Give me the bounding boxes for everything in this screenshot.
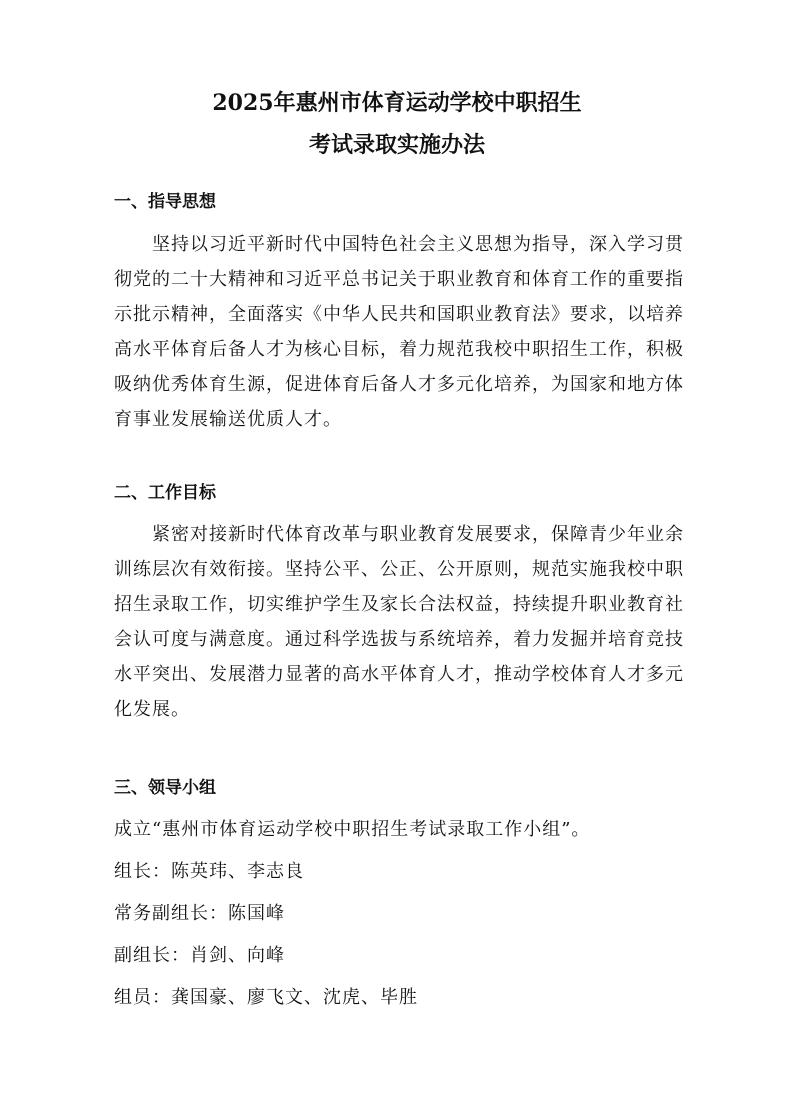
leadership-group-leader: 组长：陈英玮、李志良: [114, 861, 304, 882]
section-heading-guiding-ideology: 一、指导思想: [114, 192, 216, 212]
section-heading-leadership-group: 三、领导小组: [114, 778, 216, 798]
paragraph-line: 招生录取工作，切实维护学生及家长合法权益，持续提升职业教育社: [114, 594, 684, 615]
paragraph-line: 训练层次有效衔接。坚持公平、公正、公开原则，规范实施我校中职: [114, 559, 684, 580]
paragraph-line: 水平突出、发展潜力显著的高水平体育人才，推动学校体育人才多元: [114, 664, 684, 685]
leadership-group-establishment: 成立“惠州市体育运动学校中职招生考试录取工作小组”。: [114, 819, 591, 840]
paragraph-line: 化发展。: [114, 699, 190, 720]
paragraph-line: 会认可度与满意度。通过科学选拔与系统培养，着力发掘并培育竞技: [114, 629, 684, 650]
leadership-group-members: 组员：龚国豪、廖飞文、沈虎、毕胜: [114, 987, 418, 1008]
section-paragraph-work-goals: [114, 517, 714, 727]
paragraph-line: 高水平体育后备人才为核心目标，着力规范我校中职招生工作，积极: [114, 339, 684, 360]
paragraph-line: 育事业发展输送优质人才。: [114, 409, 342, 430]
document-title-line-2: 考试录取实施办法: [308, 132, 485, 158]
document-title-line-1: 2025年惠州市体育运动学校中职招生: [212, 90, 582, 116]
paragraph-line: 彻党的二十大精神和习近平总书记关于职业教育和体育工作的重要指: [114, 269, 684, 290]
leadership-group-deputy: 副组长：肖剑、向峰: [114, 945, 285, 966]
paragraph-line: 示批示精神，全面落实《中华人民共和国职业教育法》要求，以培养: [114, 304, 684, 325]
paragraph-line: 紧密对接新时代体育改革与职业教育发展要求，保障青少年业余: [152, 524, 684, 545]
paragraph-line: 吸纳优秀体育生源，促进体育后备人才多元化培养，为国家和地方体: [114, 374, 684, 395]
section-paragraph-guiding-ideology: [114, 227, 714, 437]
leadership-group-executive-deputy: 常务副组长：陈国峰: [114, 903, 285, 924]
paragraph-line: 坚持以习近平新时代中国特色社会主义思想为指导，深入学习贯: [152, 234, 684, 255]
section-heading-work-goals: 二、工作目标: [114, 483, 216, 503]
